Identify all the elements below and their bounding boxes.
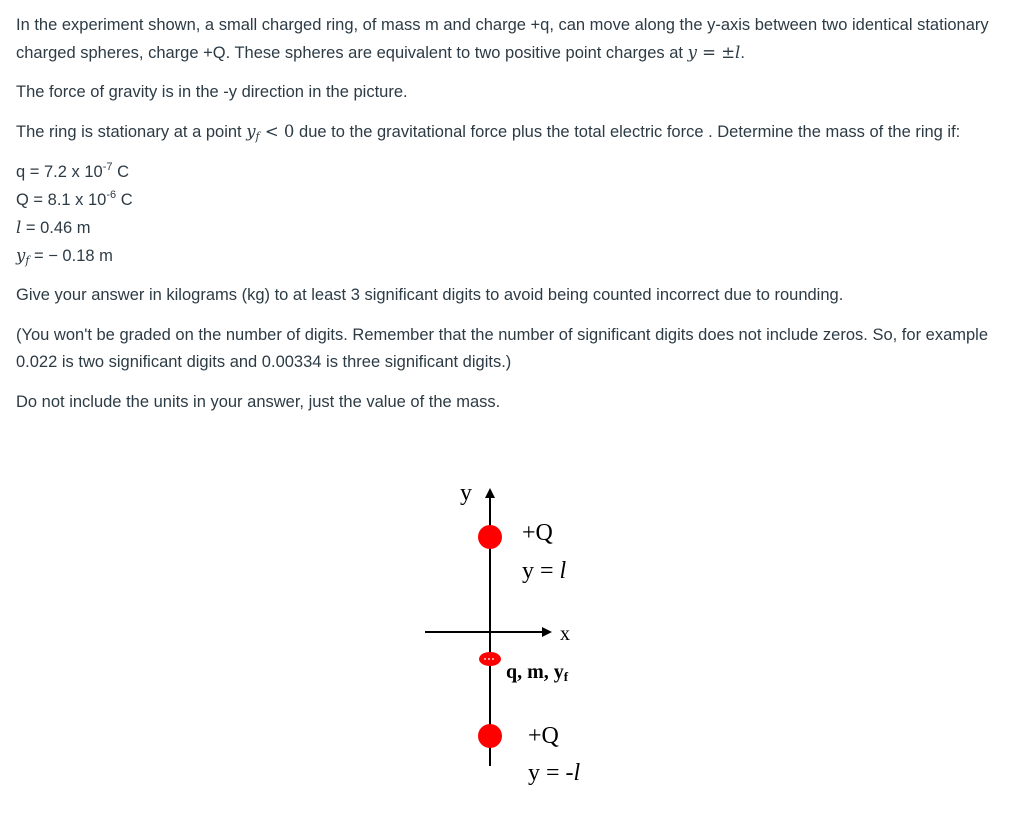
value-yf	[16, 242, 1006, 270]
value-yf-number: = − 0.18 m	[29, 247, 113, 265]
intro-end: .	[740, 44, 745, 62]
value-q-exponent: -7	[102, 161, 113, 173]
bottom-charge-label: +Q	[528, 723, 559, 749]
units-note: Do not include the units in your answer, just the value of the mass.	[16, 393, 501, 411]
y-axis-label: y	[460, 480, 472, 506]
sig-digits-note: (You won't be graded on the number of digits. Remember that the number of significant digits does not include zeros. So, for example 0.022 is two significant digits and 0.00334 is three significant digits.)	[16, 326, 989, 371]
top-position-label	[522, 558, 567, 584]
x-axis-label: x	[560, 623, 570, 645]
question-body	[16, 12, 1006, 416]
task-paragraph	[16, 118, 1006, 146]
value-Q-exponent: -6	[106, 189, 117, 201]
top-position-var: l	[559, 558, 567, 584]
task-math-rest: < 0	[259, 122, 295, 141]
task-math-var: y	[246, 122, 256, 141]
bottom-position-var: l	[573, 760, 581, 786]
bottom-position-label	[528, 760, 581, 786]
value-Q-unit: C	[116, 191, 133, 209]
value-Q-base: Q = 8.1 x 10	[16, 191, 107, 209]
task-text-a: The ring is stationary at a point	[16, 123, 247, 141]
ring-label	[506, 661, 569, 684]
value-l-number: = 0.46 m	[21, 219, 91, 237]
value-Q	[16, 186, 1006, 214]
value-yf-var: y	[16, 246, 26, 265]
charge-diagram	[400, 470, 660, 810]
gravity-paragraph: The force of gravity is in the -y direction in the picture.	[16, 83, 408, 101]
top-sphere	[478, 525, 502, 549]
given-values	[16, 158, 1006, 270]
value-q	[16, 158, 1006, 186]
value-l	[16, 214, 1006, 242]
intro-text: In the experiment shown, a small charged ring, of mass m and charge +q, can move along the y-axis between two identical stationary charged spheres, charge +Q. These spheres are equivalent to two positive point charges at	[16, 16, 989, 62]
intro-paragraph	[16, 12, 1006, 67]
task-math-sub: f	[255, 130, 260, 143]
value-q-unit: C	[112, 163, 129, 181]
value-yf-sub: f	[25, 254, 30, 267]
bottom-position-text: y = -	[528, 760, 574, 786]
intro-math: y = ±l	[687, 43, 741, 62]
bottom-sphere	[478, 724, 502, 748]
value-q-base: q = 7.2 x 10	[16, 163, 103, 181]
ring-label-text: q, m, y	[506, 661, 564, 683]
value-l-var: l	[16, 218, 22, 237]
ring-label-sub: f	[563, 669, 569, 684]
task-text-b: due to the gravitational force plus the total electric force . Determine the mass of the ring if:	[294, 123, 961, 141]
top-position-text: y =	[522, 558, 560, 584]
top-charge-label: +Q	[522, 520, 553, 546]
answer-instruction: Give your answer in kilograms (kg) to at least 3 significant digits to avoid being counted incorrect due to rounding.	[16, 286, 844, 304]
